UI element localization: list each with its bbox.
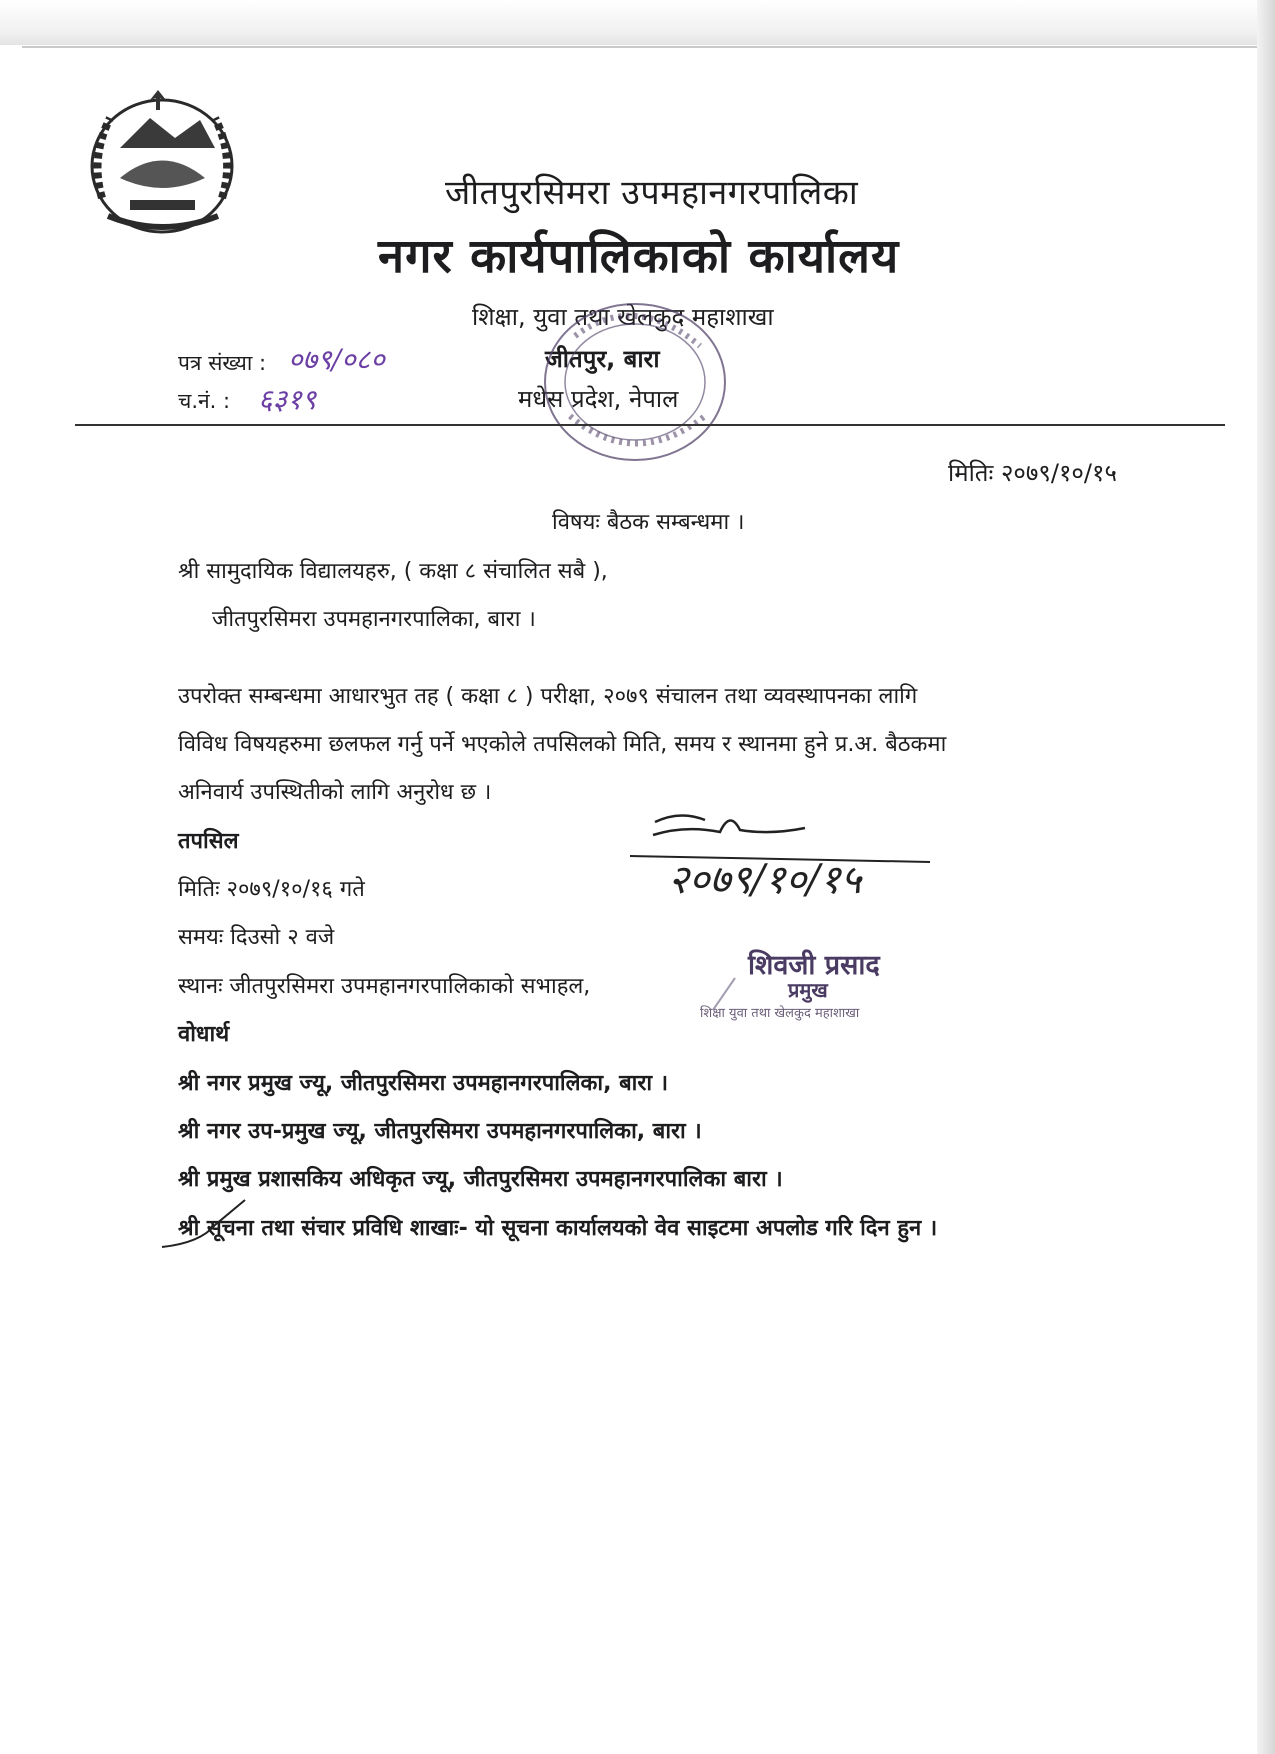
cc-item: श्री नगर उप-प्रमुख ज्यू, जीतपुरसिमरा उपमहानगरपालिका, बारा ।: [178, 1119, 702, 1144]
signature-date: २०७९/१०/१५: [668, 857, 862, 903]
meeting-date: मितिः २०७९/१०/१६ गते: [178, 877, 365, 902]
cc-item: श्री प्रमुख प्रशासकिय अधिकृत ज्यू, जीतपुरसिमरा उपमहानगरपालिका बारा ।: [178, 1167, 783, 1192]
dispatch-number-label: च.नं. :: [178, 389, 231, 413]
nepal-emblem-icon: [80, 88, 245, 238]
recipient-line-2: जीतपुरसिमरा उपमहानगरपालिका, बारा ।: [212, 607, 536, 632]
body-line-3: अनिवार्य उपस्थितीको लागि अनुरोध छ ।: [178, 780, 492, 805]
paper-edge: [22, 46, 1258, 48]
dispatch-number-value: ६३१९: [258, 383, 317, 416]
meeting-time: समयः दिउसो २ वजे: [178, 925, 335, 950]
subject-line: विषयः बैठक सम्बन्धमा ।: [552, 510, 745, 535]
body-line-2: विविध विषयहरुमा छलफल गर्नु पर्ने भएकोले तपसिलको मिति, समय र स्थानमा हुने प्र.अ. बैठकमा: [178, 732, 947, 757]
cc-heading: वोधार्थ: [178, 1022, 230, 1047]
scan-top-shadow: [0, 0, 1275, 45]
letter-number-value: ०७९/०८०: [288, 343, 385, 376]
municipality-name: जीतपुरसिमरा उपमहानगरपालिका: [445, 173, 859, 213]
cc-item: श्री सूचना तथा संचार प्रविधि शाखाः- यो सूचना कार्यालयको वेव साइटमा अपलोड गरि दिन हुन ।: [178, 1216, 938, 1241]
officer-name: शिवजी प्रसाद: [748, 950, 880, 981]
office-title: नगर कार्यपालिकाको कार्यालय: [378, 229, 900, 284]
officer-role: प्रमुख: [788, 978, 828, 1002]
scan-right-shadow: [1257, 0, 1275, 1754]
division-name: शिक्षा, युवा तथा खेलकुद महाशाखा: [472, 303, 774, 331]
details-heading: तपसिल: [178, 829, 239, 854]
province-name: मधेस प्रदेश, नेपाल: [518, 385, 679, 413]
letter-date: मितिः २०७९/१०/१५: [948, 459, 1117, 487]
officer-division: शिक्षा युवा तथा खेलकुद महाशाखा: [700, 1006, 860, 1021]
cc-item: श्री नगर प्रमुख ज्यू, जीतपुरसिमरा उपमहानगरपालिका, बारा ।: [178, 1071, 669, 1096]
meeting-venue: स्थानः जीतपुरसिमरा उपमहानगरपालिकाको सभाहल,: [178, 974, 591, 999]
office-location: जीतपुर, बारा: [545, 345, 660, 373]
body-line-1: उपरोक्त सम्बन्धमा आधारभुत तह ( कक्षा ८ ) परीक्षा, २०७९ संचालन तथा व्यवस्थापनका लागि: [178, 684, 918, 709]
header-divider: [75, 424, 1225, 426]
letter-number-label: पत्र संख्या :: [178, 351, 267, 375]
pen-mark-icon: [160, 1195, 280, 1265]
office-round-stamp-icon: [535, 296, 735, 468]
recipient-line-1: श्री सामुदायिक विद्यालयहरु, ( कक्षा ८ संचालित सबै ),: [178, 559, 608, 584]
